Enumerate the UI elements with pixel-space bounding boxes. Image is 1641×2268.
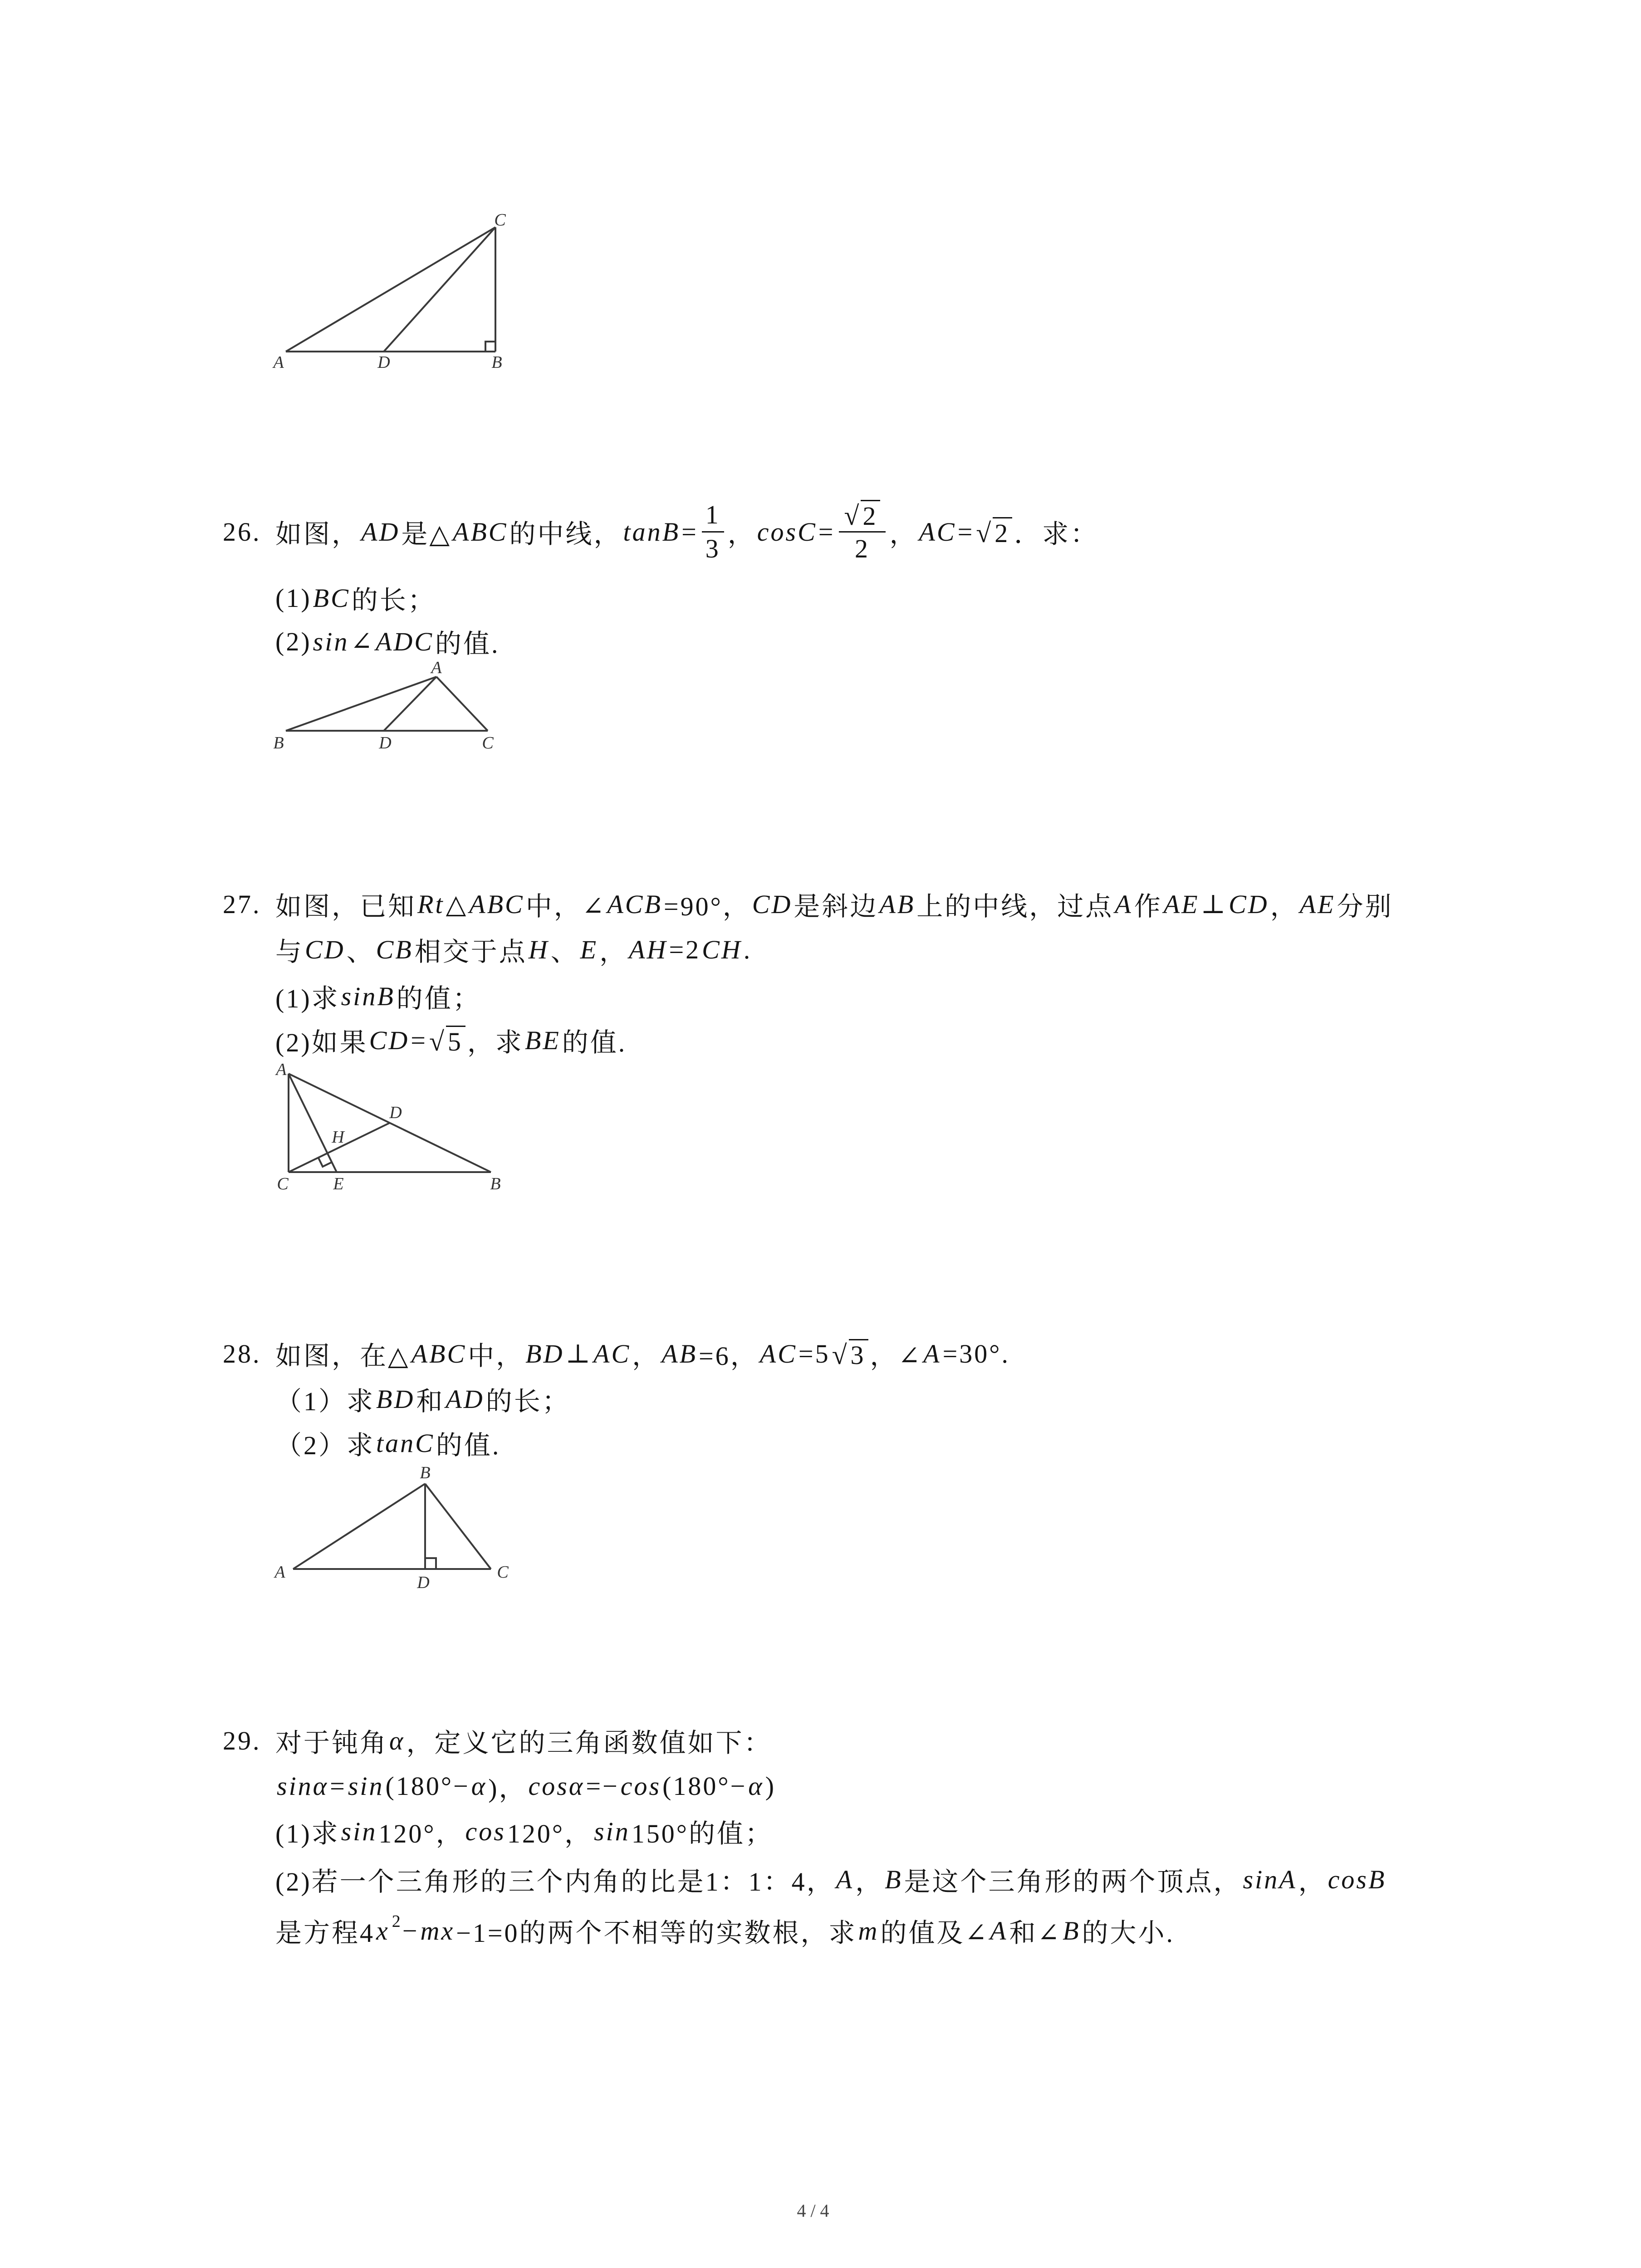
- math-variable: ABC: [469, 889, 524, 919]
- text-segment: 与: [275, 937, 304, 967]
- segment-ac: [286, 227, 495, 352]
- label-d: D: [389, 1103, 402, 1122]
- math-variable: sin: [313, 626, 349, 656]
- problem-29-line-3: [275, 1811, 773, 1852]
- figure-26-triangle: [259, 644, 513, 762]
- math-variable: E: [580, 934, 598, 964]
- radical: [832, 1339, 868, 1369]
- math-variable: sinA: [1243, 1864, 1297, 1894]
- math-variable: ACB: [607, 889, 662, 919]
- superscript-exponent: 2: [392, 1912, 402, 1931]
- label-c: C: [494, 210, 506, 230]
- text-segment: 和: [416, 1387, 445, 1416]
- text-segment: =6，: [699, 1341, 759, 1371]
- math-variable: Rt: [417, 889, 445, 919]
- segment-ac: [436, 677, 488, 731]
- math-variable: BC: [313, 583, 350, 613]
- text-segment: 的大小.: [1082, 1918, 1175, 1948]
- math-variable: BE: [524, 1025, 561, 1055]
- radicand: 5: [446, 1026, 465, 1055]
- math-variable: sinB: [341, 981, 395, 1011]
- segment-ae: [289, 1074, 337, 1172]
- text-segment: 相交于点: [414, 937, 527, 967]
- text-segment: (180°−: [662, 1771, 747, 1801]
- math-variable: sin: [348, 1771, 384, 1801]
- label-c: C: [277, 1174, 289, 1193]
- radical: [844, 500, 881, 529]
- label-b: B: [490, 1174, 501, 1193]
- math-variable: α: [748, 1771, 764, 1801]
- problem-29-line-2: [275, 1765, 776, 1806]
- math-variable: CD: [369, 1025, 410, 1055]
- text-segment: 是△: [401, 519, 451, 549]
- segment-bc: [425, 1484, 491, 1569]
- math-variable: α: [389, 1725, 405, 1755]
- text-segment: （1）求: [275, 1387, 375, 1416]
- math-variable: AB: [879, 889, 916, 919]
- text-segment: (2): [275, 626, 312, 656]
- math-variable: AB: [661, 1339, 698, 1369]
- text-segment: =90°，: [663, 892, 751, 921]
- page-number: 4 / 4: [797, 2200, 829, 2221]
- problem-29-line-4: [275, 1859, 1387, 1900]
- label-h: H: [332, 1128, 344, 1147]
- text-segment: −: [402, 1916, 419, 1945]
- text-segment: ，: [855, 1867, 884, 1897]
- math-variable: B: [885, 1864, 903, 1894]
- math-variable: H: [528, 934, 549, 964]
- text-segment: 的长；: [485, 1387, 570, 1416]
- label-a: A: [276, 1060, 287, 1079]
- problem-number: 27.: [223, 889, 261, 919]
- text-segment: （2）求: [275, 1431, 375, 1460]
- figure-previous-triangle: [254, 200, 535, 381]
- math-variable: A: [923, 1339, 941, 1369]
- math-variable: CD: [752, 889, 793, 919]
- label-e: E: [333, 1174, 344, 1193]
- math-variable: AD: [446, 1384, 485, 1414]
- math-variable: AE: [1299, 889, 1336, 919]
- math-variable: A: [1115, 889, 1133, 919]
- right-angle-mark-b: [485, 342, 495, 352]
- text-segment: =: [330, 1771, 347, 1801]
- label-d: D: [379, 733, 392, 753]
- radicand: 2: [993, 517, 1012, 547]
- text-segment: ，: [632, 1341, 661, 1371]
- text-segment: =: [411, 1025, 427, 1055]
- math-variable: m: [858, 1916, 879, 1945]
- fraction-numerator: 1: [705, 499, 720, 529]
- math-variable: CH: [702, 934, 742, 964]
- math-variable: CB: [376, 934, 413, 964]
- text-segment: 中，: [468, 1341, 524, 1371]
- label-b: B: [420, 1463, 431, 1482]
- problem-number: 29.: [223, 1725, 261, 1755]
- problem-27-line-2: [275, 929, 752, 970]
- text-segment: 上的中线，过点: [916, 892, 1114, 921]
- text-segment: 的值.: [435, 629, 500, 659]
- text-segment: ): [765, 1771, 776, 1801]
- label-c: C: [497, 1563, 509, 1582]
- fraction: [839, 499, 886, 565]
- text-segment: =5: [798, 1339, 830, 1369]
- text-segment: 是方程4: [275, 1918, 375, 1948]
- text-segment: =30°.: [942, 1339, 1010, 1369]
- text-segment: 的长；: [351, 586, 436, 615]
- radical-sign: √: [844, 501, 861, 531]
- math-variable: α: [471, 1771, 487, 1801]
- text-segment: 120°，: [507, 1819, 593, 1848]
- text-segment: ，: [1298, 1867, 1327, 1897]
- text-segment: )，: [488, 1774, 527, 1803]
- text-segment: ⊥: [565, 1339, 593, 1369]
- radical: [976, 517, 1012, 547]
- text-segment: ⊥: [1200, 890, 1228, 919]
- radicand: 3: [849, 1339, 868, 1369]
- text-segment: ．求：: [1014, 519, 1099, 549]
- text-segment: (2)如果: [275, 1028, 368, 1057]
- fraction: [702, 499, 724, 565]
- figure-27-right-triangle: [263, 1048, 517, 1202]
- text-segment: (1)求: [275, 1819, 340, 1848]
- fraction-numerator: [839, 499, 886, 531]
- text-segment: =: [818, 517, 835, 547]
- problem-number: 28.: [223, 1339, 261, 1369]
- math-variable: AC: [593, 1339, 631, 1369]
- text-segment: ，: [889, 519, 918, 549]
- text-segment: ，: [727, 519, 756, 549]
- label-a: A: [274, 1563, 285, 1582]
- text-segment: 如图，: [275, 519, 360, 549]
- label-a: A: [431, 658, 442, 677]
- text-segment: 和∠: [1009, 1918, 1062, 1948]
- math-variable: tanB: [623, 517, 681, 547]
- text-segment: (2)若一个三角形的三个内角的比是1：1：4，: [275, 1867, 835, 1897]
- math-variable: x: [376, 1916, 390, 1945]
- math-variable: cos: [620, 1771, 661, 1801]
- math-variable: AH: [629, 934, 668, 964]
- math-variable: AC: [919, 517, 956, 547]
- math-variable: sin: [594, 1816, 630, 1846]
- label-d: D: [377, 353, 390, 372]
- text-segment: 、: [346, 937, 375, 967]
- segment-da: [384, 677, 436, 731]
- text-segment: 的值.: [562, 1028, 627, 1057]
- text-segment: ，: [1270, 892, 1298, 921]
- text-segment: (180°−: [385, 1771, 470, 1801]
- fraction-denominator: 3: [705, 533, 720, 563]
- problem-28-line-2: [275, 1378, 570, 1419]
- problem-29-line-1: [223, 1720, 772, 1761]
- text-segment: ∠: [350, 627, 374, 656]
- label-c: C: [482, 733, 494, 753]
- text-segment: 分别: [1337, 892, 1393, 921]
- radical-sign: √: [976, 518, 993, 548]
- text-segment: =2: [669, 934, 701, 964]
- text-segment: 如图，已知: [275, 892, 416, 921]
- math-variable: sinα: [277, 1771, 329, 1801]
- fraction-denominator: 2: [854, 533, 870, 563]
- segment-dc: [384, 227, 495, 352]
- text-segment: 作: [1134, 892, 1162, 921]
- problem-26-line-2: [275, 577, 436, 618]
- math-variable: BD: [525, 1339, 564, 1369]
- text-segment: =: [957, 517, 975, 547]
- text-segment: −1=0的两个不相等的实数根，求: [456, 1918, 857, 1948]
- text-segment: 、: [550, 937, 579, 967]
- right-angle-mark-d: [425, 1558, 436, 1569]
- radicand: 2: [861, 500, 880, 529]
- math-variable: B: [1063, 1916, 1081, 1945]
- text-segment: 对于钝角: [275, 1728, 388, 1758]
- math-variable: A: [836, 1864, 854, 1894]
- math-variable: mx: [420, 1916, 455, 1945]
- text-segment: =: [681, 517, 698, 547]
- label-b: B: [273, 733, 284, 753]
- text-segment: =−: [586, 1771, 619, 1801]
- math-variable: ADC: [375, 626, 434, 656]
- segment-ab: [293, 1484, 425, 1569]
- radical-sign: √: [429, 1026, 446, 1056]
- text-segment: ，求: [467, 1028, 524, 1057]
- math-variable: AC: [759, 1339, 797, 1369]
- text-segment: ，定义它的三角函数值如下：: [406, 1728, 772, 1758]
- figure-28-triangle: [263, 1452, 526, 1597]
- text-segment: .: [743, 934, 752, 964]
- radical-sign: √: [832, 1339, 849, 1370]
- math-variable: A: [990, 1916, 1008, 1945]
- math-variable: sin: [341, 1816, 377, 1846]
- segment-ba: [286, 677, 436, 731]
- math-variable: AE: [1163, 889, 1200, 919]
- text-segment: 的中线，: [509, 519, 622, 549]
- math-variable: CD: [305, 934, 345, 964]
- text-segment: (1): [275, 583, 312, 613]
- problem-27-line-3: [275, 976, 481, 1017]
- problem-27-line-1: [223, 884, 1393, 924]
- math-variable: cos: [465, 1816, 506, 1846]
- math-variable: CD: [1229, 889, 1269, 919]
- label-b: B: [491, 353, 502, 372]
- label-d: D: [417, 1573, 430, 1592]
- math-variable: ABC: [411, 1339, 467, 1369]
- math-variable: tanC: [376, 1428, 435, 1458]
- math-variable: cosB: [1327, 1864, 1386, 1894]
- text-segment: ，∠: [870, 1341, 922, 1371]
- math-variable: BD: [376, 1384, 415, 1414]
- text-segment: (1)求: [275, 984, 340, 1013]
- text-segment: 如图，在△: [275, 1341, 410, 1371]
- text-segment: 的值及∠: [880, 1918, 989, 1948]
- text-segment: 中，∠: [525, 892, 606, 921]
- text-segment: 的值.: [436, 1431, 501, 1460]
- text-segment: 是斜边: [794, 892, 878, 921]
- math-variable: cosC: [757, 517, 817, 547]
- text-segment: 是这个三角形的两个顶点，: [904, 1867, 1242, 1897]
- text-segment: 150°的值；: [631, 1819, 773, 1848]
- problem-number: 26.: [223, 517, 261, 547]
- problem-28-line-1: [223, 1333, 1010, 1374]
- problem-26-line-1: [223, 491, 1098, 572]
- math-variable: cosα: [528, 1771, 585, 1801]
- text-segment: ，: [599, 937, 628, 967]
- problem-29-line-5: [275, 1910, 1175, 1951]
- label-a: A: [273, 353, 284, 372]
- text-segment: △: [446, 890, 468, 919]
- text-segment: 的值；: [396, 984, 481, 1013]
- math-variable: AD: [361, 517, 400, 547]
- math-variable: ABC: [452, 517, 508, 547]
- text-segment: 120°，: [378, 1819, 464, 1848]
